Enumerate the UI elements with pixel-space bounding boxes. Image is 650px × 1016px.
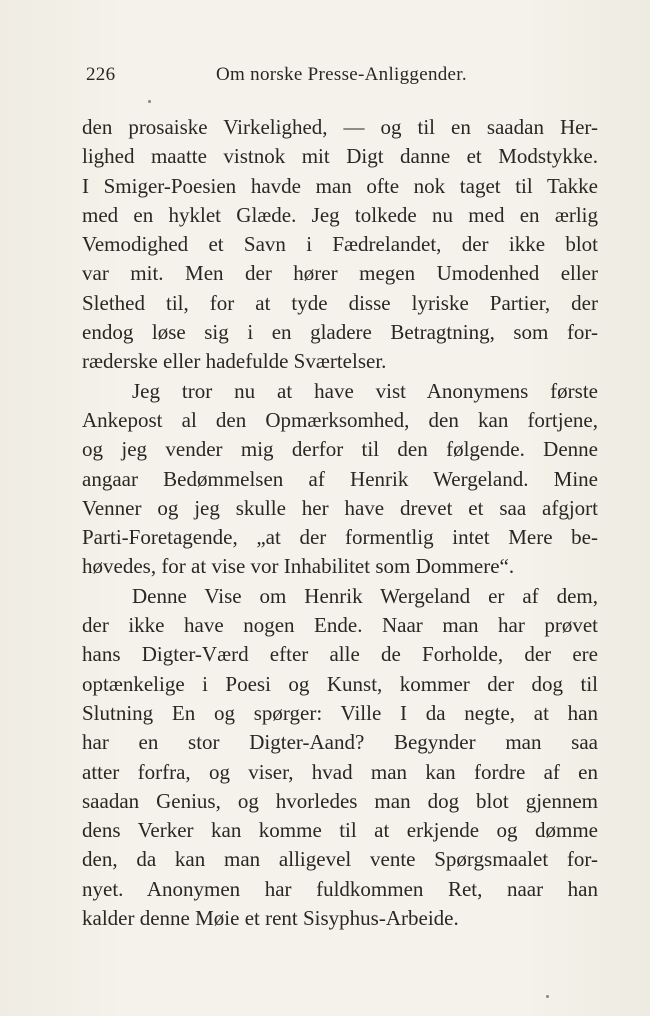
paper-speck — [148, 100, 151, 103]
text-line: optænkelige i Poesi og Kunst, kommer der dog til — [82, 671, 598, 696]
text-line: kalder denne Møie et rent Sisyphus-Arbeide. — [82, 906, 459, 931]
text-line: og jeg vender mig derfor til den følgende. Denne — [82, 437, 598, 462]
text-line: Ankepost al den Opmærksomhed, den kan fortjene, — [82, 407, 598, 432]
text-line: Vemodighed et Savn i Fædrelandet, der ikke blot — [82, 232, 598, 257]
text-line: høvedes, for at vise vor Inhabilitet som Dommere“. — [82, 554, 515, 579]
text-line: Slutning En og spørger: Ville I da negte, at han — [82, 700, 598, 725]
text-line: den prosaiske Virkelighed, — og til en saadan Her- — [82, 115, 598, 139]
page-number: 226 — [86, 64, 116, 85]
text-line: med en hyklet Glæde. Jeg tolkede nu med en ærlig — [82, 202, 598, 227]
text-line: atter forfra, og viser, hvad man kan fordre af en — [82, 759, 598, 784]
body-text — [82, 113, 598, 933]
text-line: angaar Bedømmelsen af Henrik Wergeland. Mine — [82, 466, 598, 491]
text-line: Denne Vise om Henrik Wergeland er af dem, — [132, 583, 598, 608]
text-line: der ikke have nogen Ende. Naar man har prøvet — [82, 613, 598, 638]
text-line: I Smiger-Poesien havde man ofte nok taget til Takke — [82, 173, 598, 198]
page-header — [86, 64, 566, 94]
text-line: lighed maatte vistnok mit Digt danne et Modstykke. — [82, 144, 598, 169]
text-line: saadan Genius, og hvorledes man dog blot gjennem — [82, 788, 598, 813]
running-title: Om norske Presse-Anliggender. — [216, 64, 467, 85]
text-line: den, da kan man alligevel vente Spørgsmaalet for- — [82, 847, 598, 872]
text-line: Venner og jeg skulle her have drevet et saa afgjort — [82, 495, 598, 520]
text-line: hans Digter-Værd efter alle de Forholde, der ere — [82, 642, 598, 667]
text-line: nyet. Anonymen har fuldkommen Ret, naar han — [82, 876, 598, 901]
text-line: Slethed til, for at tyde disse lyriske Partier, der — [82, 290, 598, 315]
paper-speck — [546, 995, 549, 998]
text-line: Parti-Foretagende, „at der formentlig intet Mere be- — [82, 525, 598, 550]
text-line: dens Verker kan komme til at erkjende og dømme — [82, 818, 598, 843]
text-line: endog løse sig i en gladere Betragtning, som for- — [82, 320, 598, 345]
text-line: har en stor Digter-Aand? Begynder man saa — [82, 730, 598, 755]
text-line: Jeg tror nu at have vist Anonymens første — [132, 378, 598, 403]
text-line: var mit. Men der hører megen Umodenhed eller — [82, 261, 598, 286]
text-line: ræderske eller hadefulde Sværtelser. — [82, 349, 387, 374]
